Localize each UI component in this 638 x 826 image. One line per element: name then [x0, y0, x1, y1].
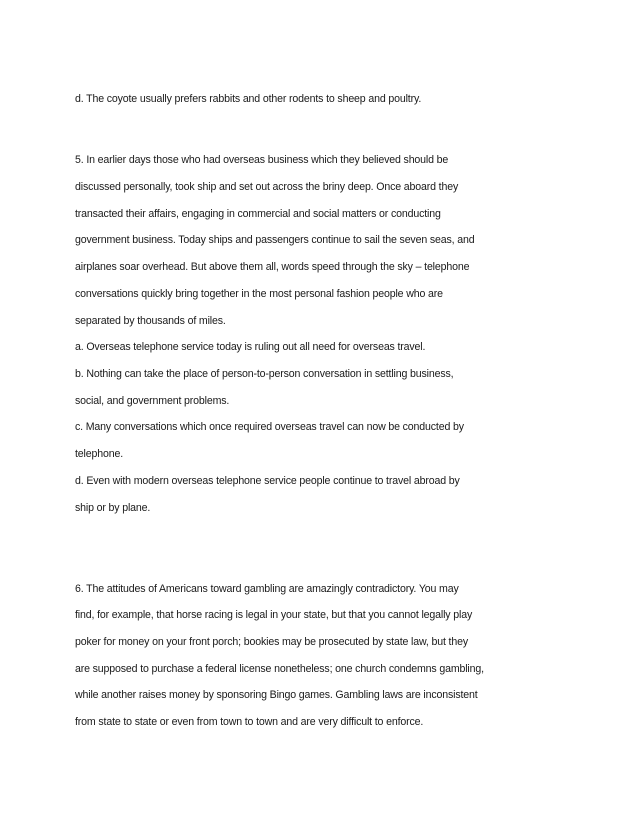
q6-passage-line-1: 6. The attitudes of Americans toward gambling are amazingly contradictory. You may [75, 583, 459, 595]
q5-option-b-line-1: b. Nothing can take the place of person-to-person conversation in settling business, [75, 368, 454, 380]
q5-passage-line-3: transacted their affairs, engaging in commercial and social matters or conducting [75, 208, 441, 220]
q4-option-d: d. The coyote usually prefers rabbits and other rodents to sheep and poultry. [75, 93, 422, 105]
q6-passage-line-6: from state to state or even from town to town and are very difficult to enforce. [75, 716, 424, 728]
q5-option-a: a. Overseas telephone service today is ruling out all need for overseas travel. [75, 341, 426, 353]
q5-passage-line-4: government business. Today ships and passengers continue to sail the seven seas, and [75, 234, 475, 246]
q5-passage-line-7: separated by thousands of miles. [75, 315, 226, 327]
q5-option-c-line-1: c. Many conversations which once required overseas travel can now be conducted by [75, 421, 464, 433]
q5-passage-line-2: discussed personally, took ship and set out across the briny deep. Once aboard they [75, 181, 459, 193]
q5-option-d-line-1: d. Even with modern overseas telephone service people continue to travel abroad by [75, 475, 460, 487]
q5-option-b-line-2: social, and government problems. [75, 395, 230, 407]
q5-passage-line-5: airplanes soar overhead. But above them all, words speed through the sky – telephone [75, 261, 470, 273]
q6-passage-line-2: find, for example, that horse racing is legal in your state, but that you cannot legally play [75, 609, 473, 621]
q6-passage-line-4: are supposed to purchase a federal license nonetheless; one church condemns gambling, [75, 663, 484, 675]
q5-option-c-line-2: telephone. [75, 448, 123, 460]
q6-passage-line-5: while another raises money by sponsoring Bingo games. Gambling laws are inconsistent [75, 689, 478, 701]
q5-option-d-line-2: ship or by plane. [75, 502, 151, 514]
q5-passage-line-1: 5. In earlier days those who had overseas business which they believed should be [75, 154, 449, 166]
q6-passage-line-3: poker for money on your front porch; bookies may be prosecuted by state law, but they [75, 636, 468, 648]
q5-passage-line-6: conversations quickly bring together in the most personal fashion people who are [75, 288, 443, 300]
